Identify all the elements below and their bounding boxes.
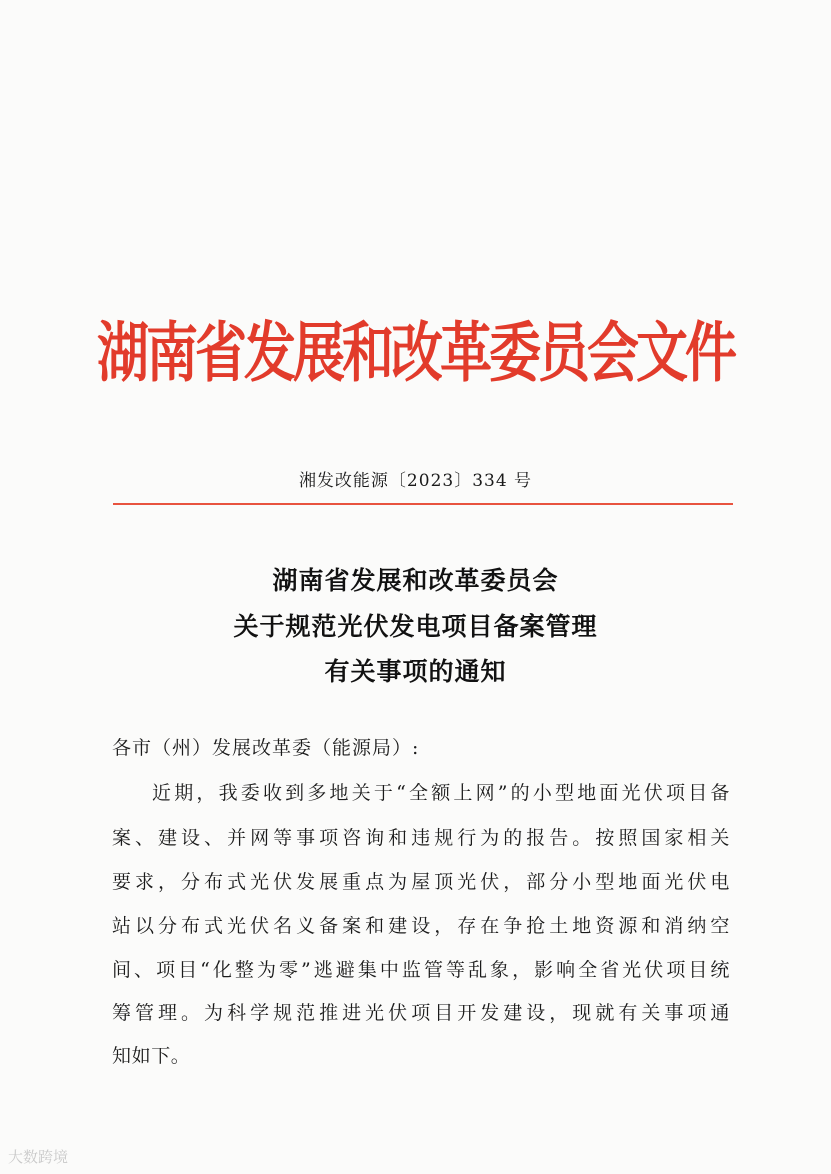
body-line-7: 知如下。 — [112, 1045, 191, 1067]
body-line-1: 近期，我委收到多地关于“全额上网”的小型地面光伏项目备 — [152, 782, 730, 804]
header-divider — [113, 503, 733, 505]
body-line-6: 筹管理。为科学规范推进光伏项目开发建设，现就有关事项通 — [112, 1002, 730, 1024]
document-title-line-3: 有关事项的通知 — [324, 657, 507, 686]
body-line-5: 间、项目“化整为零”逃避集中监管等乱象，影响全省光伏项目统 — [112, 959, 730, 981]
document-number: 湘发改能源〔2023〕334 号 — [298, 471, 533, 491]
document-title-line-1: 湖南省发展和改革委员会 — [272, 566, 559, 595]
body-line-3: 要求，分布式光伏发展重点为屋顶光伏，部分小型地面光伏电 — [112, 871, 730, 893]
document-header-title: 湖南省发展和改革委员会文件 — [96, 315, 734, 392]
watermark-text: 大数跨境 — [8, 1148, 69, 1166]
salutation: 各市（州）发展改革委（能源局）: — [112, 737, 420, 759]
body-line-4: 站以分布式光伏名义备案和建设，存在争抢土地资源和消纳空 — [112, 915, 730, 937]
body-line-2: 案、建设、并网等事项咨询和违规行为的报告。按照国家相关 — [112, 827, 730, 849]
document-title-line-2: 关于规范光伏发电项目备案管理 — [233, 612, 598, 641]
